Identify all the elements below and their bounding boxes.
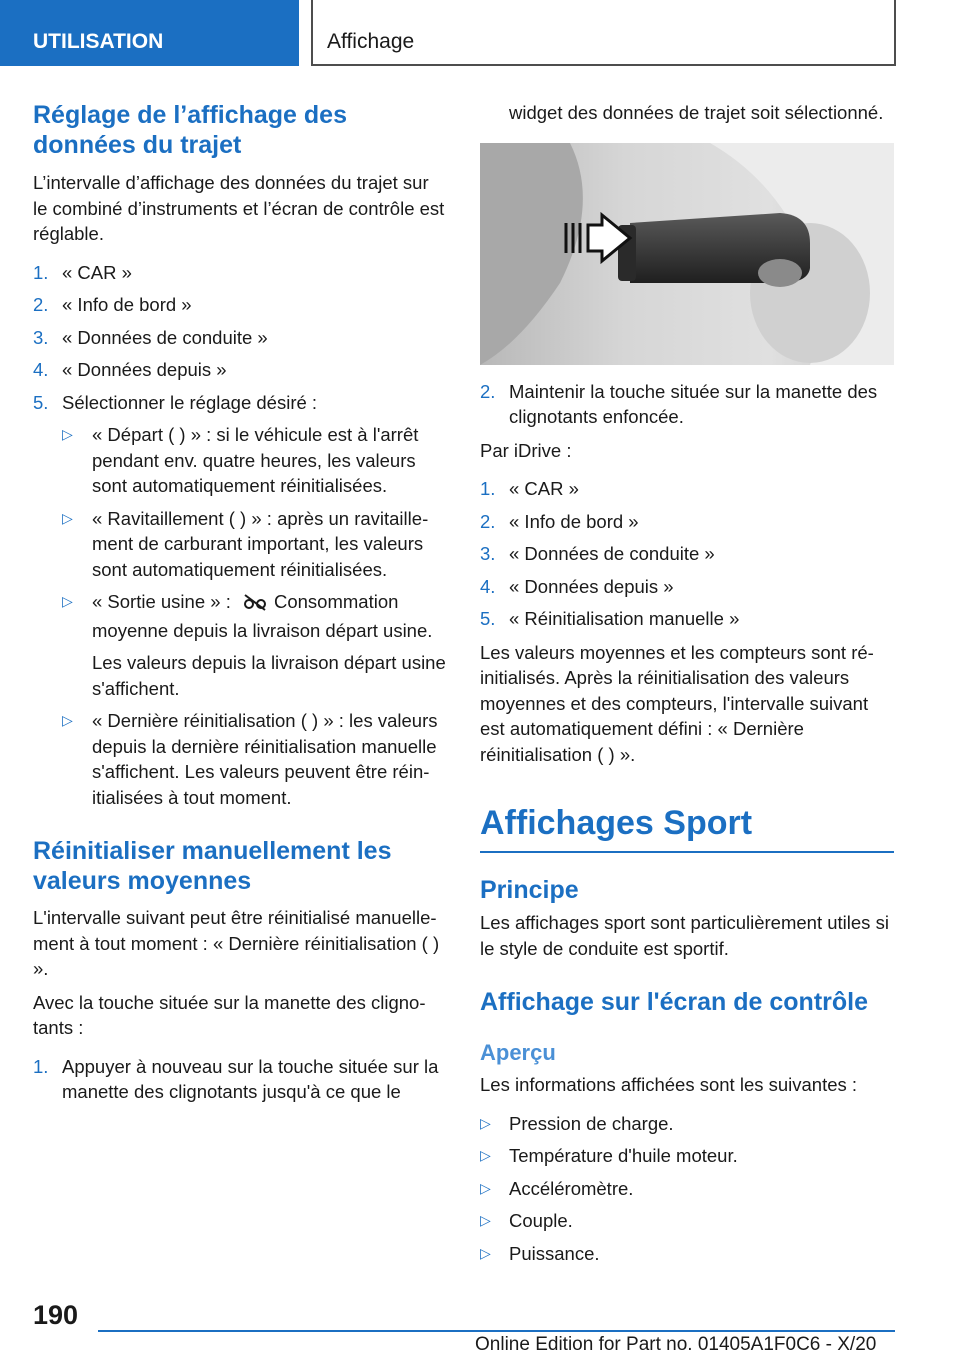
intro-paragraph: L’intervalle d’affichage des données du trajet sur le combiné d’instruments et l’écran de contrôle est réglable. [33,172,445,244]
principe-paragraph: Les affichages sport sont particulièrement utiles si le style de conduite est sportif. [480,912,889,959]
edition-note: Online Edition for Part no. 01405A1F0C6 - X/20 [475,1334,877,1355]
list-item: 5. Sélectionner le réglage désiré : [33,391,318,413]
list-item: 2. « Info de bord » [480,510,639,532]
footer-divider [98,1330,895,1332]
idrive-paragraph: Par iDrive : [480,439,572,461]
list-item: 1. Appuyer à nouveau sur la touche située sur la manette des clignotants jusqu'à ce que le [33,1055,439,1102]
page-number: 190 [33,1300,79,1330]
heading-reinit: Réinitialiser manuellement les valeurs moyennes [33,837,392,895]
heading-sport: Affichages Sport [480,803,894,853]
heading-principe: Principe [480,876,579,904]
triangle-bullet-icon: ▷ [62,593,73,609]
idrive-steps [480,476,894,632]
result-paragraph: Les valeurs moyennes et les compteurs sont réinitialisés. Après la réinitialisation des valeurs moyennes et des compteurs, l'intervalle suivant est automatiquement défini : « Dernière réinitialisation ( ) ». [480,641,874,765]
triangle-bullet-icon: ▷ [480,1147,491,1163]
page-header [0,0,960,66]
options-list [33,422,447,810]
touche-paragraph: Avec la touche située sur la manette des clignotants : [33,991,426,1038]
list-item: 3. « Données de conduite » [33,326,268,348]
triangle-bullet-icon: ▷ [62,712,73,728]
apercu-paragraph: Les informations affichées sont les suivantes : [480,1074,858,1095]
list-item: 2. « Info de bord » [33,294,192,315]
list-item: ▷ Pression de charge. [480,1111,894,1137]
list-item: ▷ Température d'huile moteur. [480,1143,894,1169]
list-item: ▷ « Ravitaillement ( ) » : après un ravitaillement de carburant important, les valeurs sont automatiquement réinitialisées. [62,507,429,580]
heading-ecran: Affichage sur l'écran de contrôle [480,988,868,1016]
settings-steps [33,260,447,416]
right-step2 [480,379,894,430]
list-item: 5. « Réinitialisation manuelle » [480,608,740,629]
triangle-bullet-icon: ▷ [480,1212,491,1228]
list-item: ▷ Couple. [480,1208,894,1234]
left-column [33,100,447,1105]
list-item: ▷ « Sortie usine » : Consommation moyenne depuis la livraison départ usine. Les valeurs depuis la livraison départ usine s'affichent. [62,589,447,701]
list-item: 1. « CAR » [480,478,579,499]
list-item: ▷ « Dernière réinitialisation ( ) » : les valeurs depuis la dernière réinitialisation manuelle s'affichent. Les valeurs peuvent être réinitialisées à tout moment. [62,710,438,808]
list-item: ▷ « Départ ( ) » : si le véhicule est à l'arrêt pendant env. quatre heures, les valeurs sont automatiquement réinitialisées. [62,424,419,496]
list-item: 1. « CAR » [33,261,132,283]
heading-apercu: Aperçu [480,1040,556,1065]
triangle-bullet-icon: ▷ [62,426,73,442]
triangle-bullet-icon: ▷ [62,509,73,526]
list-item: 4. « Données depuis » [480,575,674,597]
section-tab: UTILISATION [0,0,299,66]
reinit-paragraph: L'intervalle suivant peut être réinitialisé manuellement à tout moment : « Dernière réinitialisation ( ) ». [33,907,440,979]
sport-info-list [480,1111,894,1267]
fuel-consumption-icon [242,592,268,618]
turn-signal-stalk-illustration [480,143,894,365]
right-column [480,100,894,1266]
sortie-note: Les valeurs depuis la livraison départ usine s'affichent. [92,652,446,699]
list-item: 4. « Données depuis » [33,359,227,380]
list-item: 2. Maintenir la touche située sur la manette des clignotants enfoncée. [480,380,878,427]
heading-reglage: Réglage de l’affichage des données du trajet [33,101,347,159]
continued-paragraph: widget des données de trajet soit sélectionné. [509,102,884,123]
triangle-bullet-icon: ▷ [480,1179,491,1196]
list-item: ▷ Puissance. [480,1241,894,1267]
list-item: ▷ Accéléromètre. [480,1176,894,1202]
touche-steps [33,1054,447,1105]
list-item: 3. « Données de conduite » [480,543,715,564]
chapter-title: Affichage [311,0,896,66]
triangle-bullet-icon: ▷ [480,1244,491,1261]
triangle-bullet-icon: ▷ [480,1114,491,1131]
